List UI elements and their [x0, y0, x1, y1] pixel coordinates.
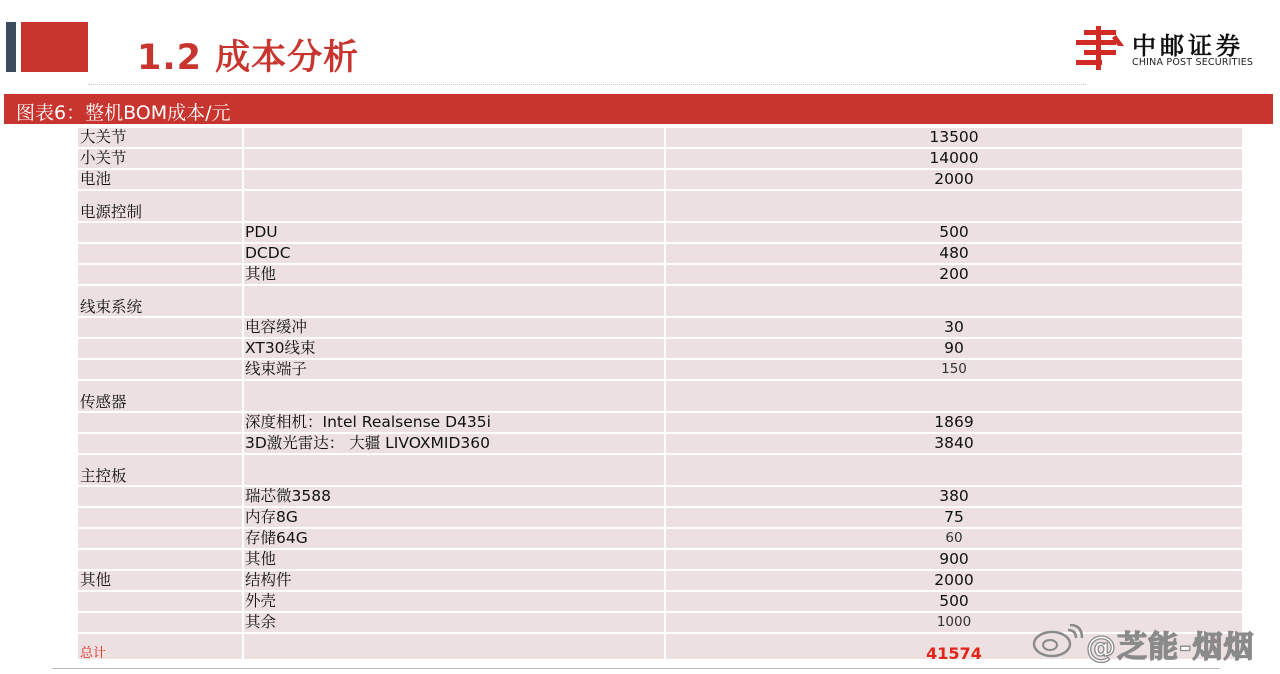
row-item: 电容缓冲	[242, 318, 664, 337]
row-cost	[664, 381, 1242, 411]
table-row	[78, 592, 1242, 613]
table-row	[78, 571, 1242, 592]
table-title: 图表6：整机BOM成本/元	[16, 102, 231, 124]
row-item: 存储64G	[242, 529, 664, 548]
row-item: 外壳	[242, 592, 664, 611]
bom-cost-table	[78, 128, 1242, 661]
row-cost: 60	[664, 529, 1242, 548]
row-cost	[664, 191, 1242, 221]
table-row	[78, 191, 1242, 223]
row-item: 瑞芯微3588	[242, 487, 664, 506]
row-category: 主控板	[80, 467, 127, 485]
row-category	[78, 592, 242, 611]
row-item	[242, 191, 664, 221]
logo-chinese-name: 中邮证券	[1132, 32, 1244, 60]
row-cost: 75	[664, 508, 1242, 527]
table-row	[78, 223, 1242, 244]
row-item: 其他	[242, 265, 664, 284]
row-category	[78, 360, 242, 379]
row-category: 电源控制	[80, 203, 143, 221]
table-row	[78, 508, 1242, 529]
row-category	[78, 265, 242, 284]
row-item: 结构件	[242, 571, 664, 590]
row-category	[78, 223, 242, 242]
row-category	[78, 318, 242, 337]
row-item: XT30线束	[242, 339, 664, 358]
table-row	[78, 381, 1242, 413]
row-item: 深度相机：Intel Realsense D435i	[242, 413, 664, 432]
table-row	[78, 339, 1242, 360]
row-item	[242, 455, 664, 485]
row-cost: 2000	[664, 571, 1242, 590]
row-cost: 90	[664, 339, 1242, 358]
row-cost: 1869	[664, 413, 1242, 432]
row-category: 线束系统	[80, 298, 143, 316]
table-row	[78, 128, 1242, 149]
row-item	[242, 128, 664, 147]
row-category	[78, 508, 242, 527]
row-category	[78, 529, 242, 548]
row-category	[78, 244, 242, 263]
row-category: 小关节	[80, 149, 127, 167]
table-row	[78, 318, 1242, 339]
row-cost: 1000	[664, 613, 1242, 632]
row-cost: 380	[664, 487, 1242, 506]
title-accent-gray	[6, 22, 16, 72]
title-accent-red	[21, 22, 88, 72]
table-row	[78, 286, 1242, 318]
table-row	[78, 170, 1242, 191]
table-row	[78, 360, 1242, 381]
total-item	[242, 634, 664, 659]
row-cost: 3840	[664, 434, 1242, 453]
logo-english-name: CHINA POST SECURITIES	[1132, 57, 1254, 68]
row-category: 电池	[80, 170, 112, 188]
row-category: 大关节	[80, 128, 127, 146]
total-label: 总计	[80, 646, 107, 661]
row-category	[78, 487, 242, 506]
row-item	[242, 149, 664, 168]
row-item: 线束端子	[242, 360, 664, 379]
row-item: PDU	[242, 223, 664, 242]
table-row	[78, 149, 1242, 170]
row-item: 其余	[242, 613, 664, 632]
table-row	[78, 550, 1242, 571]
row-cost: 14000	[664, 149, 1242, 168]
row-cost	[664, 286, 1242, 316]
row-item: 内存8G	[242, 508, 664, 527]
row-item	[242, 286, 664, 316]
table-row	[78, 455, 1242, 487]
total-cost: 41574	[664, 634, 1242, 659]
row-item	[242, 170, 664, 189]
title-divider	[88, 84, 1086, 85]
table-row	[78, 487, 1242, 508]
row-item: 3D激光雷达： 大疆 LIVOXMID360	[242, 434, 664, 453]
row-cost: 200	[664, 265, 1242, 284]
company-logo	[1074, 26, 1274, 74]
row-category	[78, 550, 242, 569]
table-row	[78, 413, 1242, 434]
row-item: 其他	[242, 550, 664, 569]
row-cost: 500	[664, 223, 1242, 242]
row-category	[78, 413, 242, 432]
row-category: 其他	[80, 571, 112, 589]
row-item: DCDC	[242, 244, 664, 263]
slide-title: 1.2 成本分析	[137, 38, 360, 78]
watermark-text: @芝能-烟烟	[1086, 630, 1255, 665]
table-row	[78, 434, 1242, 455]
china-post-logo-icon	[1074, 26, 1126, 70]
table-row	[78, 244, 1242, 265]
row-cost	[664, 455, 1242, 485]
row-cost: 30	[664, 318, 1242, 337]
table-header-band	[4, 94, 1273, 124]
row-category: 传感器	[80, 393, 127, 411]
row-cost: 13500	[664, 128, 1242, 147]
row-cost: 480	[664, 244, 1242, 263]
footer-divider	[52, 668, 1220, 669]
row-cost: 150	[664, 360, 1242, 379]
row-category	[78, 339, 242, 358]
table-row	[78, 529, 1242, 550]
row-cost: 500	[664, 592, 1242, 611]
row-item	[242, 381, 664, 411]
weibo-icon	[1030, 624, 1084, 658]
row-category	[78, 613, 242, 632]
row-category	[78, 434, 242, 453]
table-row	[78, 265, 1242, 286]
row-cost: 900	[664, 550, 1242, 569]
row-cost: 2000	[664, 170, 1242, 189]
